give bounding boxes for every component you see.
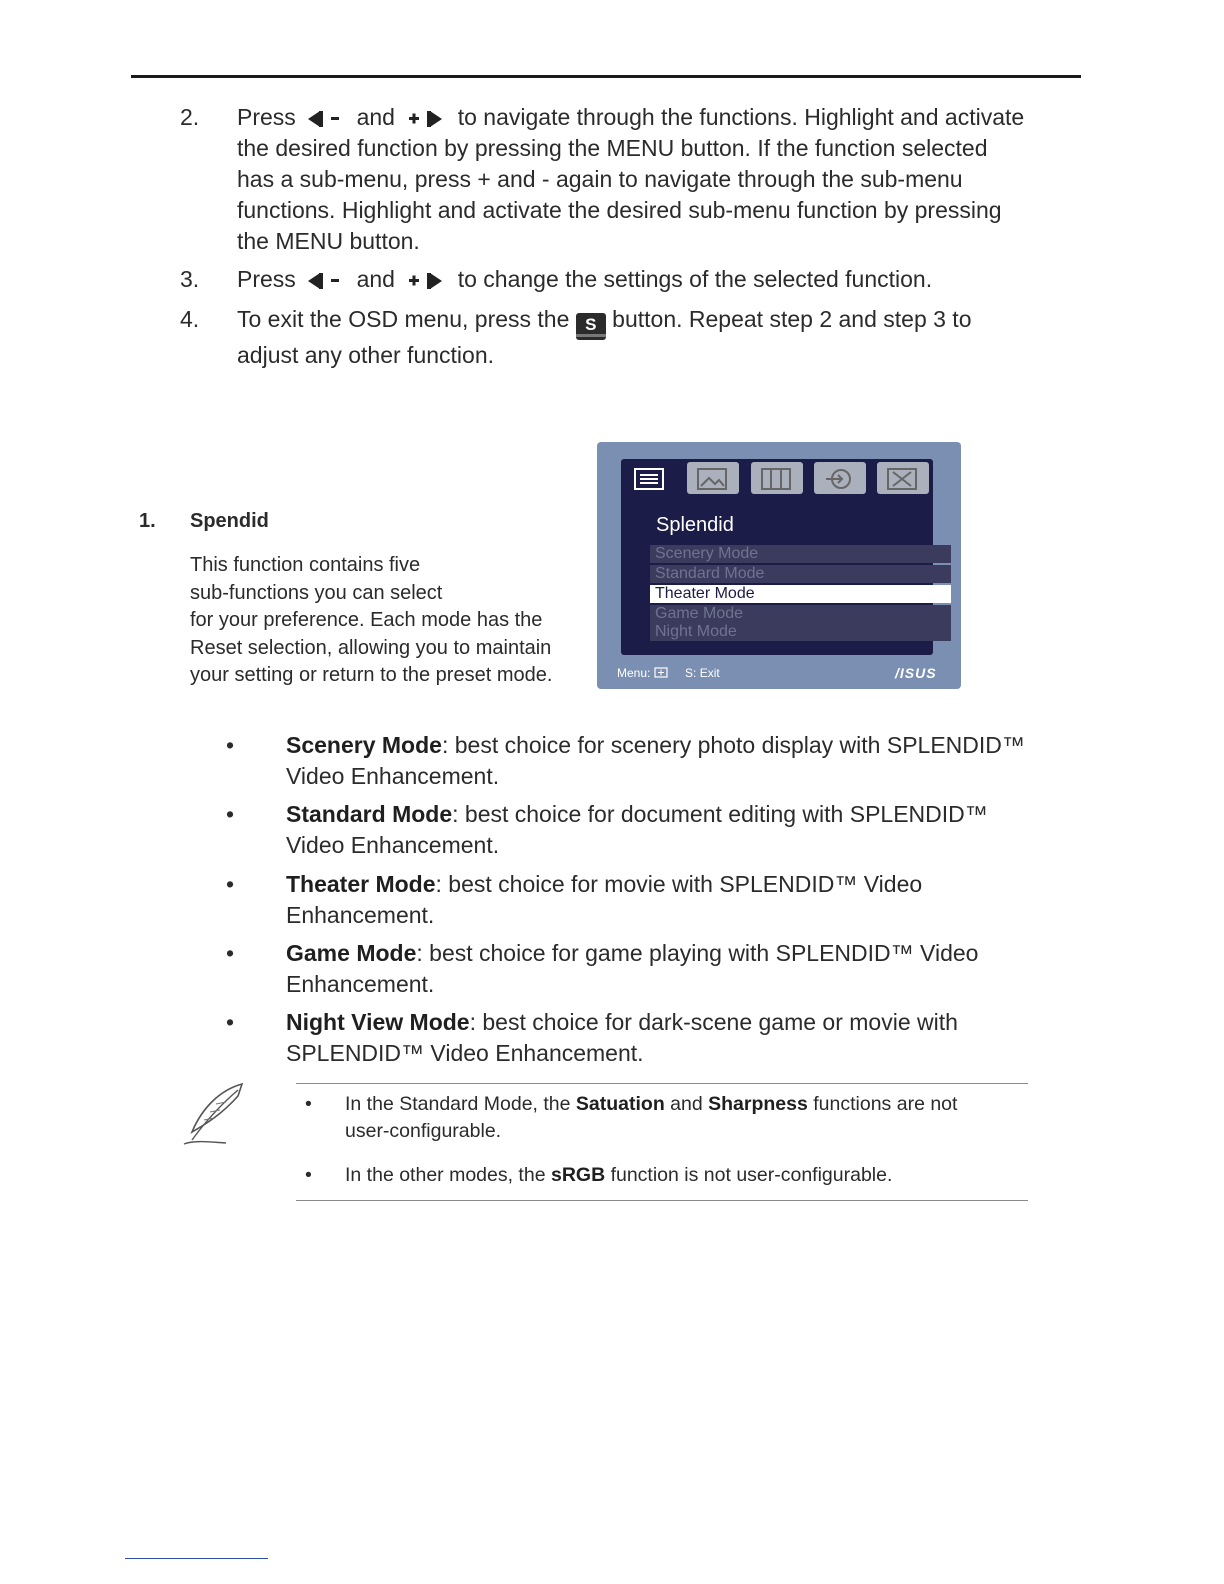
osd-menu-screenshot bbox=[597, 442, 961, 689]
left-minus-icon bbox=[306, 271, 346, 291]
osd-item: Night Mode bbox=[650, 623, 951, 641]
osd-tab-splendid bbox=[624, 462, 676, 498]
osd-title: Splendid bbox=[656, 514, 734, 536]
top-rule bbox=[131, 75, 1081, 78]
color-icon bbox=[759, 466, 793, 492]
step-3: 3. Press and to change the settings of the selected function. bbox=[180, 264, 1050, 295]
note-item: • In the Standard Mode, the Satuation and Sharpness functions are not user-configurable. bbox=[305, 1093, 958, 1142]
note-bottom-rule bbox=[296, 1200, 1028, 1201]
osd-footer: Menu: S: Exit bbox=[617, 666, 720, 680]
plus-right-icon bbox=[405, 271, 447, 291]
asus-logo: /ISUS bbox=[895, 665, 937, 681]
step-2: 2. Press and to navigate through the functions. Highlight and activate the desired function by pressing the MENU button. If the function selected has a sub-menu, press + and - again to navigate through the sub-menu functions. Highlight and activate the desired sub-menu function by pressing the MENU button. bbox=[180, 104, 1025, 254]
osd-tab-color bbox=[751, 462, 803, 494]
osd-item: Game Mode bbox=[650, 605, 951, 623]
osd-item: Standard Mode bbox=[650, 565, 951, 583]
step-number: 3. bbox=[180, 266, 200, 292]
osd-item-selected: Theater Mode bbox=[650, 585, 951, 603]
osd-item: Scenery Mode bbox=[650, 545, 951, 563]
note-top-rule bbox=[296, 1083, 1028, 1084]
osd-screen bbox=[621, 459, 933, 655]
input-select-icon bbox=[822, 466, 856, 492]
tools-icon bbox=[885, 466, 919, 492]
step-4: 4. To exit the OSD menu, press the S button. Repeat step 2 and step 3 to adjust any other function. bbox=[180, 306, 972, 368]
section-title: Spendid bbox=[190, 510, 269, 532]
step-number: 4. bbox=[180, 306, 200, 332]
plus-right-icon bbox=[405, 109, 447, 129]
image-icon bbox=[695, 466, 729, 492]
section-number: 1. bbox=[139, 510, 156, 532]
note-item: • In the other modes, the sRGB function is not user-configurable. bbox=[305, 1164, 893, 1186]
mode-bullet: • Theater Mode: best choice for movie with SPLENDID™ Video Enhancement. bbox=[226, 871, 923, 928]
osd-tab-input bbox=[814, 462, 866, 494]
s-button-icon: S bbox=[576, 313, 606, 340]
mode-bullet: • Game Mode: best choice for game playing with SPLENDID™ Video Enhancement. bbox=[226, 940, 979, 997]
splendid-icon bbox=[632, 466, 666, 492]
left-minus-icon bbox=[306, 109, 346, 129]
note-feather-icon bbox=[180, 1080, 250, 1150]
osd-tab-image bbox=[687, 462, 739, 494]
footer-rule bbox=[125, 1558, 268, 1559]
mode-bullet: • Scenery Mode: best choice for scenery photo display with SPLENDID™ Video Enhancement. bbox=[226, 732, 1025, 789]
osd-tab-setup bbox=[877, 462, 929, 494]
mode-bullet: • Standard Mode: best choice for document editing with SPLENDID™ Video Enhancement. bbox=[226, 801, 988, 858]
mode-bullet: • Night View Mode: best choice for dark-scene game or movie with SPLENDID™ Video Enhancement. bbox=[226, 1009, 958, 1066]
menu-enter-icon bbox=[654, 667, 668, 678]
step-number: 2. bbox=[180, 104, 200, 130]
section-description: This function contains five sub-functions you can select for your preference. Each mode has the Reset selection, allowing you to maintain your setting or return to the preset mode. bbox=[190, 554, 553, 687]
